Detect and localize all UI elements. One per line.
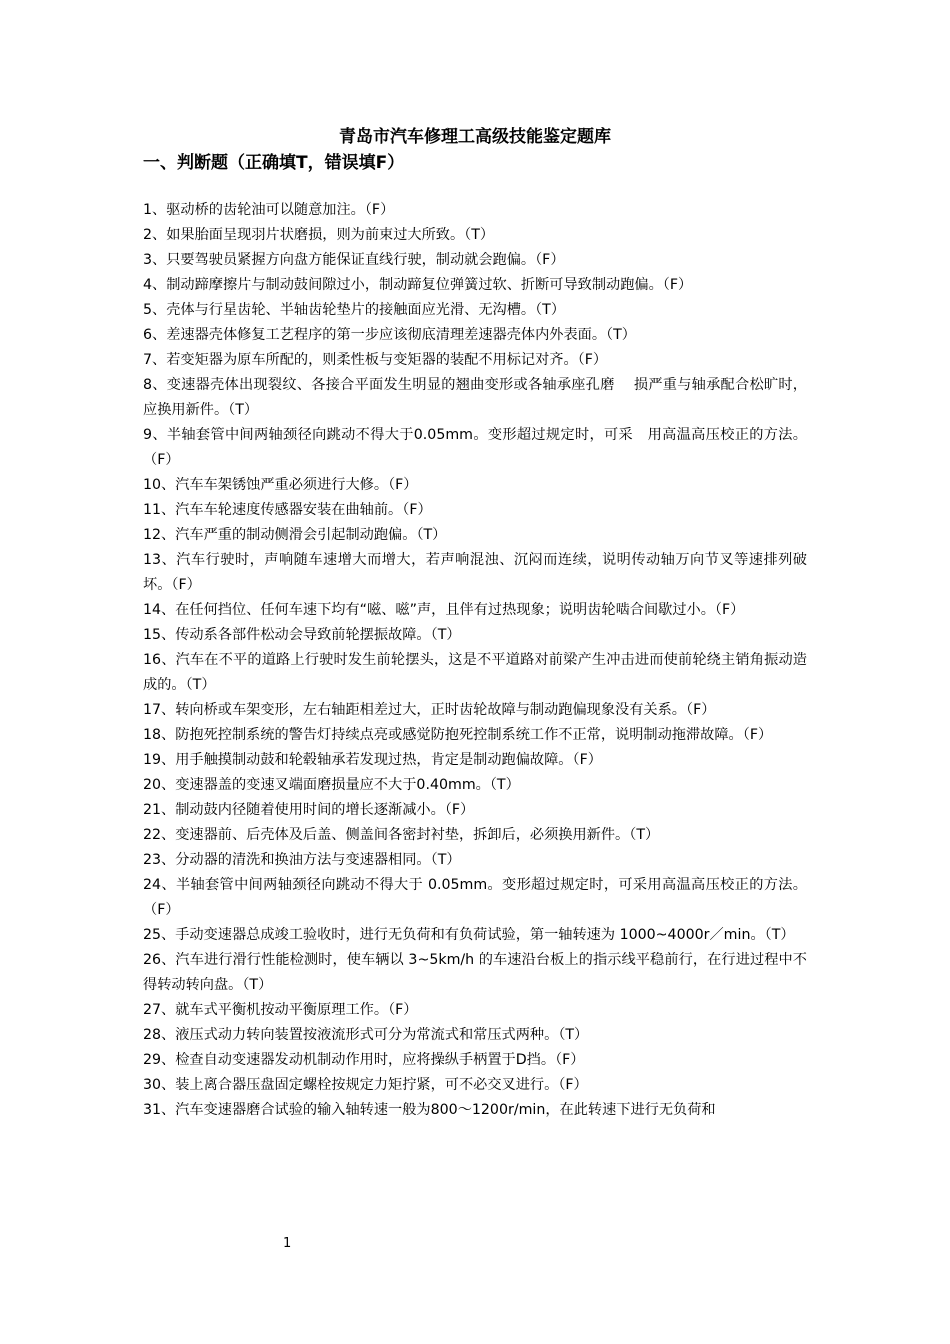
- question-item: 15、传动系各部件松动会导致前轮摆振故障。（T）: [143, 627, 461, 643]
- question-item: 23、分动器的清洗和换油方法与变速器相同。（T）: [143, 852, 461, 868]
- question-item: 10、汽车车架锈蚀严重必须进行大修。（F）: [143, 477, 418, 493]
- question-item: 6、差速器壳体修复工艺程序的第一步应该彻底清理差速器壳体内外表面。（T）: [143, 327, 636, 343]
- question-item: 2、如果胎面呈现羽片状磨损，则为前束过大所致。（T）: [143, 227, 495, 243]
- question-item: 12、汽车严重的制动侧滑会引起制动跑偏。（T）: [143, 527, 447, 543]
- question-item: 9、半轴套管中间两轴颈径向跳动不得大于0.05mm。变形超过规定时，可采 用高温高压校正的方法。（F）: [143, 427, 807, 468]
- question-item: 29、检查自动变速器发动机制动作用时，应将操纵手柄置于D挡。（F）: [143, 1052, 585, 1068]
- question-item: 30、装上离合器压盘固定螺栓按规定力矩拧紧，可不必交叉进行。（F）: [143, 1077, 588, 1093]
- question-item: 16、汽车在不平的道路上行驶时发生前轮摆头，这是不平道路对前梁产生冲击进而使前轮绕主销角振动造成的。（T）: [143, 652, 807, 693]
- question-item: 27、就车式平衡机按动平衡原理工作。（F）: [143, 1002, 418, 1018]
- question-item: 18、防抱死控制系统的警告灯持续点亮或感觉防抱死控制系统工作不正常，说明制动拖滞故障。（F）: [143, 727, 773, 743]
- question-item: 24、半轴套管中间两轴颈径向跳动不得大于 0.05mm。变形超过规定时，可采用高温高压校正的方法。（F）: [143, 877, 807, 918]
- question-item: 17、转向桥或车架变形，左右轴距相差过大，正时齿轮故障与制动跑偏现象没有关系。（F）: [143, 702, 716, 718]
- question-list: [143, 198, 807, 1123]
- question-item: 21、制动鼓内径随着使用时间的增长逐渐减小。（F）: [143, 802, 475, 818]
- question-item: 11、汽车车轮速度传感器安装在曲轴前。（F）: [143, 502, 432, 518]
- question-item: 3、只要驾驶员紧握方向盘方能保证直线行驶，制动就会跑偏。（F）: [143, 252, 565, 268]
- question-item: 28、液压式动力转向装置按液流形式可分为常流式和常压式两种。（T）: [143, 1027, 589, 1043]
- page-number: 1: [283, 1236, 292, 1251]
- question-item: 25、手动变速器总成竣工验收时，进行无负荷和有负荷试验，第一轴转速为 1000~4000r／min。（T）: [143, 927, 795, 943]
- question-item: 5、壳体与行星齿轮、半轴齿轮垫片的接触面应光滑、无沟槽。（T）: [143, 302, 566, 318]
- question-item: 7、若变矩器为原车所配的，则柔性板与变矩器的装配不用标记对齐。（F）: [143, 352, 608, 368]
- question-item: 8、变速器壳体出现裂纹、各接合平面发生明显的翘曲变形或各轴承座孔磨 损严重与轴承配合松旷时，应换用新件。（T）: [143, 377, 807, 418]
- question-item: 1、驱动桥的齿轮油可以随意加注。（F）: [143, 202, 395, 218]
- question-item: 19、用手触摸制动鼓和轮毂轴承若发现过热，肯定是制动跑偏故障。（F）: [143, 752, 602, 768]
- document-title: 青岛市汽车修理工高级技能鉴定题库: [339, 127, 611, 147]
- question-item: 31、汽车变速器磨合试验的输入轴转速一般为800～1200r/min，在此转速下进行无负荷和: [143, 1102, 716, 1118]
- question-item: 26、汽车进行滑行性能检测时，使车辆以 3~5km/h 的车速沿台板上的指示线平稳前行，在行进过程中不得转动转向盘。（T）: [143, 952, 807, 993]
- question-item: 22、变速器前、后壳体及后盖、侧盖间各密封衬垫，拆卸后，必须换用新件。（T）: [143, 827, 660, 843]
- question-item: 4、制动蹄摩擦片与制动鼓间隙过小，制动蹄复位弹簧过软、折断可导致制动跑偏。（F）: [143, 277, 693, 293]
- section-heading: 一、判断题（正确填T，错误填F）: [143, 153, 405, 173]
- question-item: 13、汽车行驶时，声响随车速增大而增大，若声响混浊、沉闷而连续，说明传动轴万向节叉等速排列破坏。（F）: [143, 552, 807, 593]
- question-item: 14、在任何挡位、任何车速下均有“嗞、嗞”声，且伴有过热现象；说明齿轮啮合间歇过小。（F）: [143, 602, 745, 618]
- question-item: 20、变速器盖的变速叉端面磨损量应不大于0.40mm。（T）: [143, 777, 520, 793]
